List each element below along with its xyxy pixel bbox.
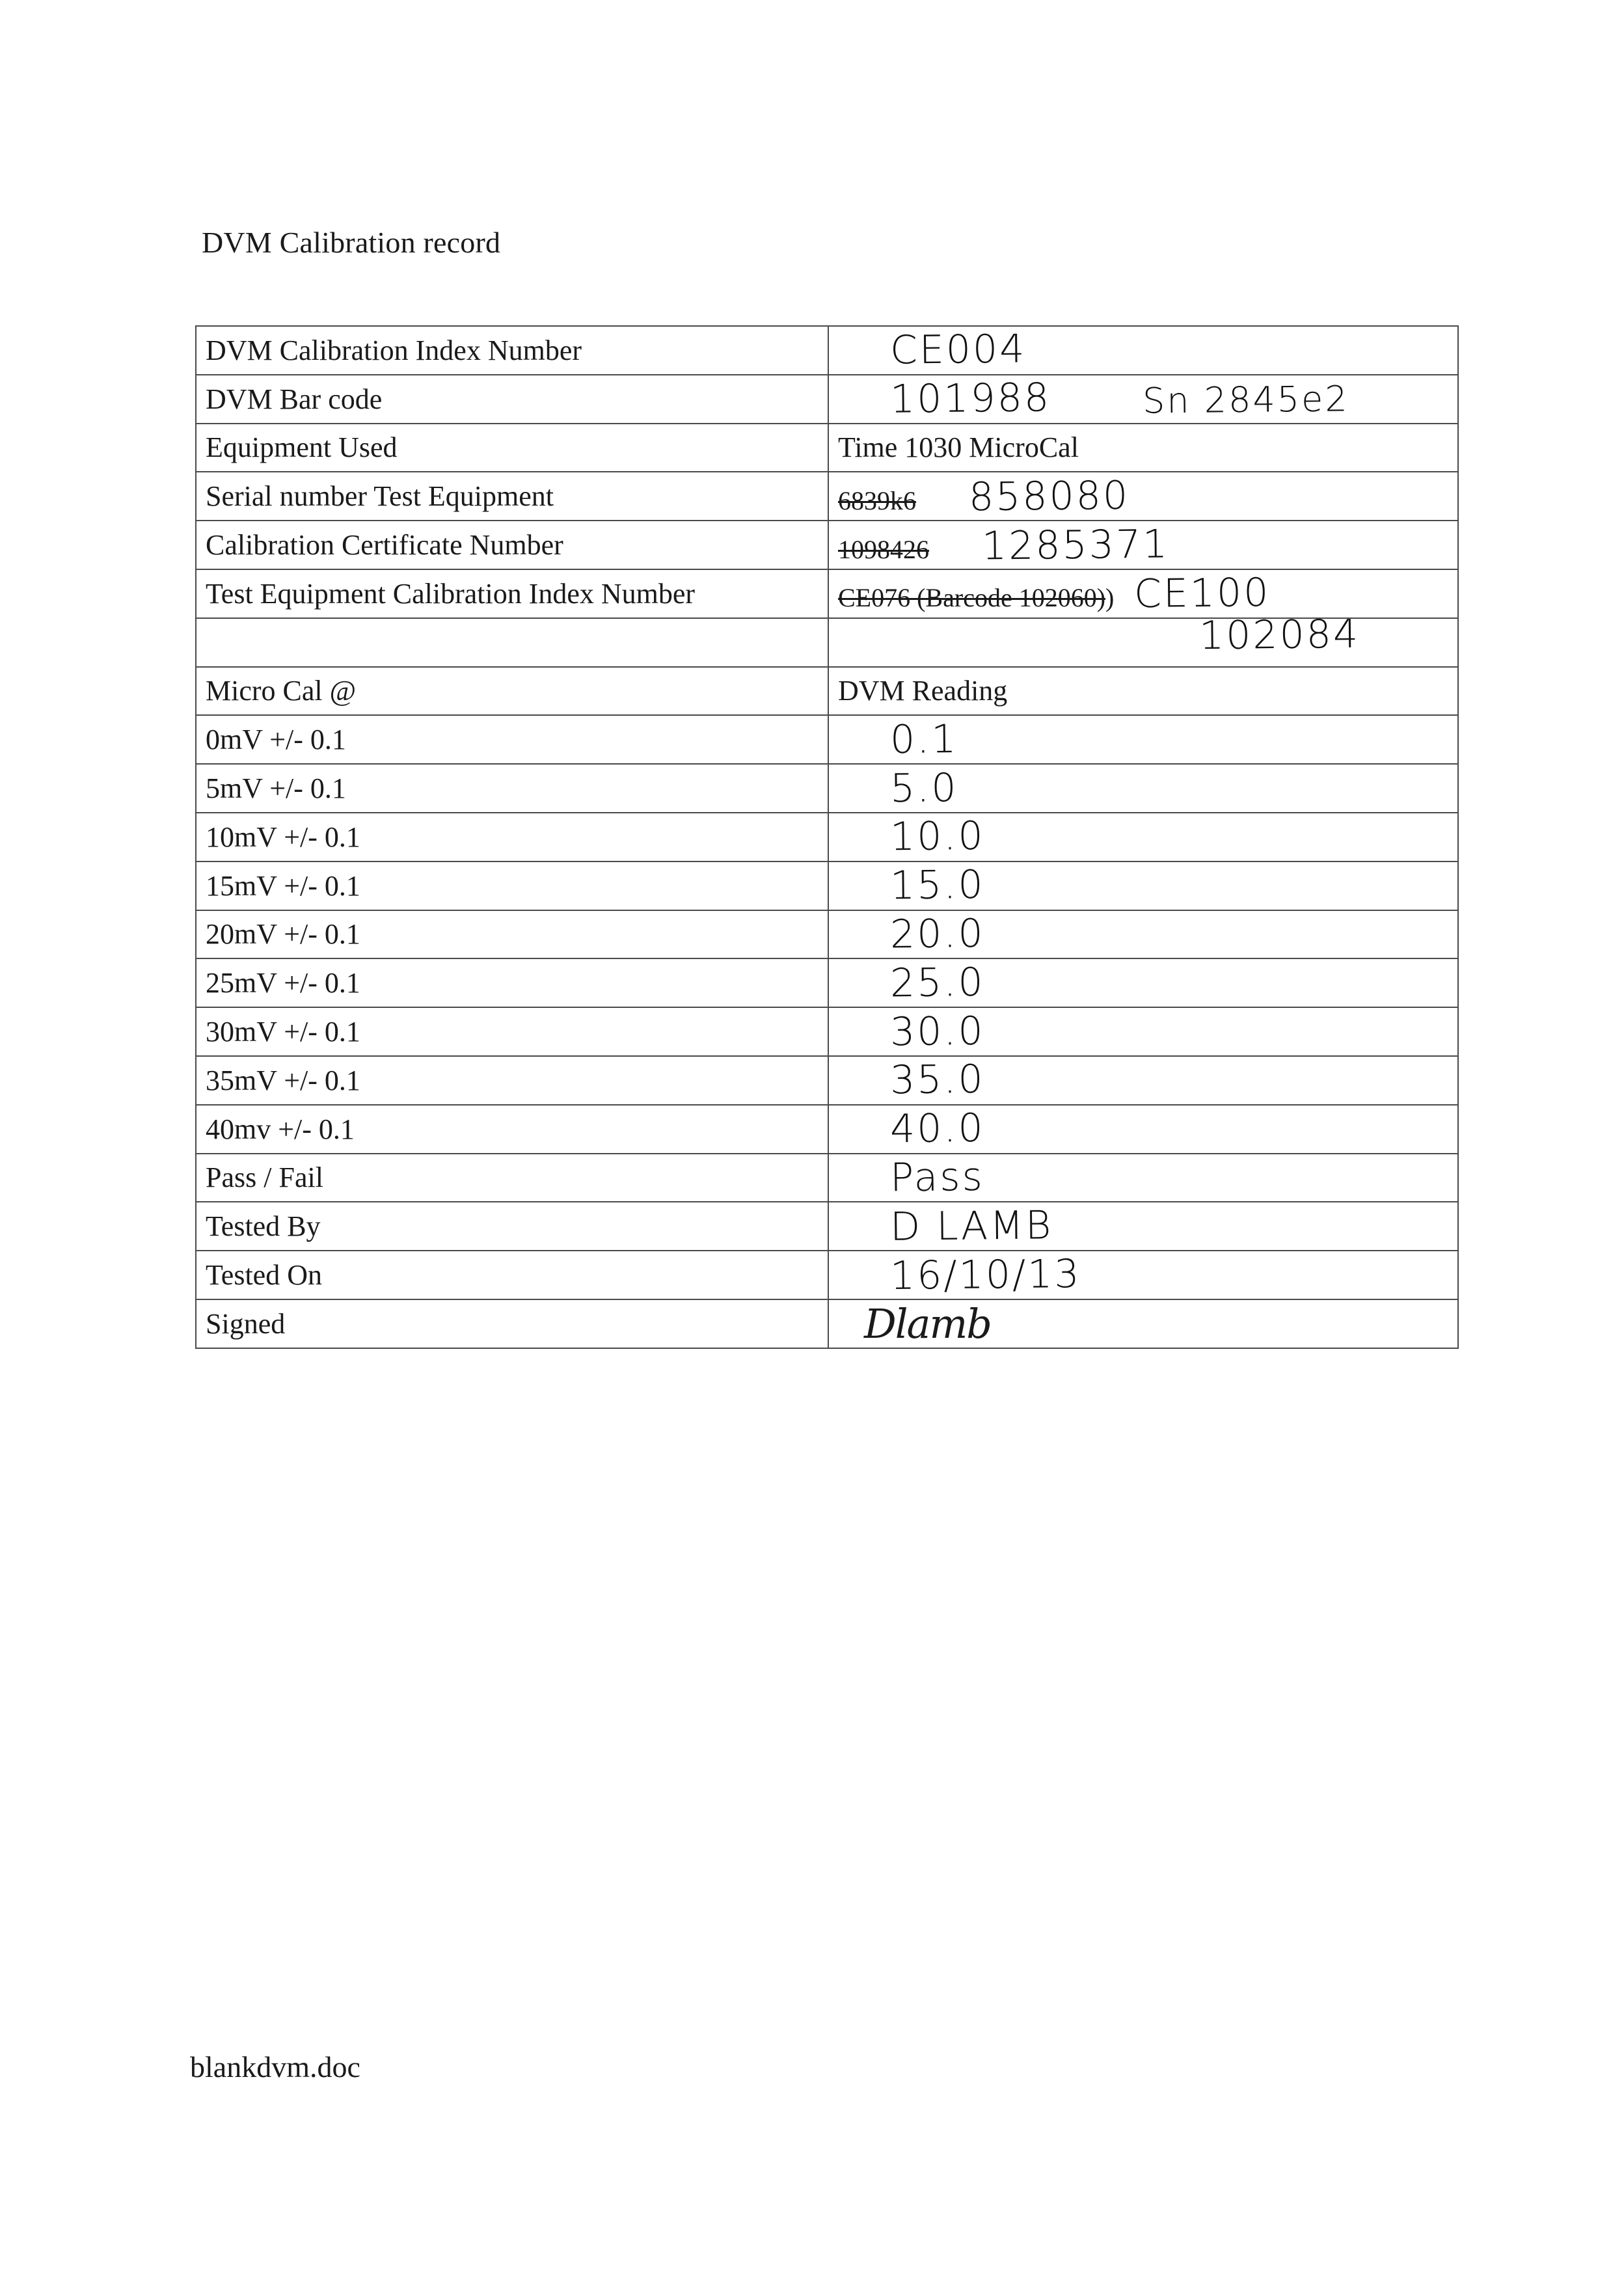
pass-fail-value: Pass [889,1154,985,1201]
table-row [196,1105,1458,1154]
table-row [196,569,1458,618]
row-value [828,326,1458,375]
row-value [828,375,1458,424]
reading-value: 30.0 [889,1008,985,1055]
row-value [828,521,1458,569]
row-label: DVM Calibration Index Number [196,326,828,375]
table-row [196,375,1458,424]
row-label: Tested On [196,1251,828,1299]
row-label: DVM Bar code [196,375,828,424]
row-label: 20mV +/- 0.1 [196,910,828,959]
table-row [196,1251,1458,1299]
handwritten-value: 858080 [968,472,1130,521]
row-value [828,1202,1458,1251]
reading-value: 35.0 [889,1057,985,1104]
row-value [828,1299,1458,1348]
reading-value: 15.0 [889,862,985,909]
reading-value: 25.0 [889,959,985,1007]
row-label: Tested By [196,1202,828,1251]
row-value [828,472,1458,521]
handwritten-value: CE100 [1133,570,1271,617]
reading-value: 5.0 [889,765,958,811]
table-row [196,813,1458,862]
row-value [828,764,1458,813]
row-label: Pass / Fail [196,1154,828,1202]
table-row [196,521,1458,569]
reading-value: 0.1 [889,716,958,763]
table-row [196,862,1458,910]
table-row [196,618,1458,667]
tested-by-value: D LAMB [889,1202,1053,1250]
row-value [828,958,1458,1007]
table-row [196,958,1458,1007]
row-value [828,862,1458,910]
row-label: Signed [196,1299,828,1348]
row-label: 40mv +/- 0.1 [196,1105,828,1154]
table-row [196,424,1458,472]
struck-value: 1098426 [838,534,929,564]
row-value [828,910,1458,959]
table-row [196,472,1458,521]
table-row [196,764,1458,813]
document-footer: blankdvm.doc [190,2050,360,2083]
row-label: 15mV +/- 0.1 [196,862,828,910]
row-value [828,1056,1458,1105]
row-label: Equipment Used [196,424,828,472]
row-label [196,618,828,667]
handwritten-serial: Sn 2845e2 [1142,378,1350,422]
row-value [828,1105,1458,1154]
row-label: 0mV +/- 0.1 [196,715,828,764]
row-label: Calibration Certificate Number [196,521,828,569]
row-value [828,611,1458,667]
row-label: 35mV +/- 0.1 [196,1056,828,1105]
column-header: DVM Reading [828,667,1458,716]
handwritten-value: 1285371 [981,521,1170,569]
table-row [196,715,1458,764]
row-value [828,424,1458,472]
row-label: Serial number Test Equipment [196,472,828,521]
table-row [196,1154,1458,1202]
reading-value: 20.0 [889,910,985,958]
row-value [828,1154,1458,1202]
signature: Dlamb [864,1299,991,1348]
table-row [196,1056,1458,1105]
row-label: 5mV +/- 0.1 [196,764,828,813]
handwritten-value: 102084 [1198,611,1360,659]
printed-value: Time 1030 MicroCal [838,431,1079,464]
table-row [196,326,1458,375]
row-value: CE076 (Barcode 102060)) CE100 [828,569,1458,618]
row-value [828,715,1458,764]
table-row [196,1007,1458,1056]
row-value [828,1251,1458,1299]
row-value [828,813,1458,862]
tested-on-value: 16/10/13 [889,1251,1081,1299]
table-row [196,667,1458,716]
row-value [828,1007,1458,1056]
table-row [196,1202,1458,1251]
reading-value: 10.0 [889,813,985,860]
handwritten-value: 101988 [889,375,1051,423]
document-title: DVM Calibration record [202,226,501,259]
row-label: 30mV +/- 0.1 [196,1007,828,1056]
table-row [196,910,1458,959]
struck-value: 6839k6 [838,485,916,515]
calibration-table [195,325,1459,1349]
reading-value: 40.0 [889,1105,985,1152]
column-header: Micro Cal @ [196,667,828,716]
handwritten-value: CE004 [889,326,1027,374]
row-label: 25mV +/- 0.1 [196,958,828,1007]
row-label: Test Equipment Calibration Index Number [196,569,828,618]
struck-value: CE076 (Barcode 102060) [838,583,1106,613]
table-row [196,1299,1458,1348]
row-label: 10mV +/- 0.1 [196,813,828,862]
